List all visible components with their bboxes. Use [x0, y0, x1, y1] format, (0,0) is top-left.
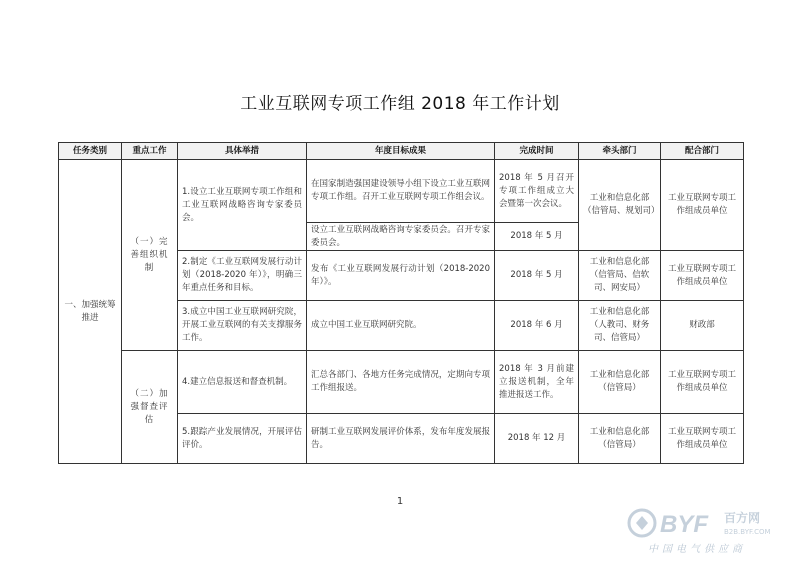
watermark-tagline: 中国电气供应商 — [648, 544, 746, 555]
header-lead-dept: 牵头部门 — [579, 143, 661, 160]
measure-cell: 3.成立中国工业互联网研究院，开展工业互联网的有关支撑服务工作。 — [178, 301, 307, 351]
support-dept-cell: 工业互联网专项工作组成员单位 — [661, 251, 744, 301]
table-row — [59, 160, 744, 223]
header-support-dept: 配合部门 — [661, 143, 744, 160]
watermark-brand: BYF — [660, 511, 708, 538]
support-dept-cell: 工业互联网专项工作组成员单位 — [661, 351, 744, 414]
time-cell: 2018 年 6 月 — [495, 301, 579, 351]
time-cell: 2018 年 5 月召开专项工作组成立大会暨第一次会议。 — [495, 160, 579, 223]
task-category-cell: 一、加强统筹推进 — [59, 160, 122, 464]
document-title: 工业互联网专项工作组 2018 年工作计划 — [240, 94, 560, 114]
lead-dept-cell: 工业和信息化部（信管局、规划司） — [579, 160, 661, 251]
support-dept-cell: 工业互联网专项工作组成员单位 — [661, 414, 744, 464]
page-number: 1 — [396, 496, 404, 507]
lead-dept-cell: 工业和信息化部（信管局） — [579, 414, 661, 464]
goal-cell: 在国家制造强国建设领导小组下设立工业互联网专项工作组。召开工业互联网专项工作组会议。 — [307, 160, 495, 223]
support-dept-cell: 工业互联网专项工作组成员单位 — [661, 160, 744, 251]
time-cell: 2018 年 5 月 — [495, 223, 579, 251]
watermark-brand-cn: 百方网 — [724, 511, 761, 525]
header-completion-time: 完成时间 — [495, 143, 579, 160]
lead-dept-cell: 工业和信息化部（信管局） — [579, 351, 661, 414]
goal-cell: 成立中国工业互联网研究院。 — [307, 301, 495, 351]
goal-cell: 发布《工业互联网发展行动计划（2018-2020 年）》。 — [307, 251, 495, 301]
header-measures: 具体举措 — [178, 143, 307, 160]
goal-cell: 汇总各部门、各地方任务完成情况，定期向专项工作组报送。 — [307, 351, 495, 414]
key-work-cell: （二）加强督查评估 — [122, 351, 178, 464]
lead-dept-cell: 工业和信息化部（人教司、财务司、信管局） — [579, 301, 661, 351]
work-plan-table — [58, 142, 744, 464]
measure-cell: 1.设立工业互联网专项工作组和工业互联网战略咨询专家委员会。 — [178, 160, 307, 251]
time-cell: 2018 年 3 月前建立报送机制，全年推进报送工作。 — [495, 351, 579, 414]
table-header-row — [59, 143, 744, 160]
header-annual-goal: 年度目标成果 — [307, 143, 495, 160]
key-work-cell: （一）完善组织机制 — [122, 160, 178, 351]
support-dept-cell: 财政部 — [661, 301, 744, 351]
time-cell: 2018 年 5 月 — [495, 251, 579, 301]
table-row — [59, 351, 744, 414]
measure-cell: 2.制定《工业互联网发展行动计划（2018-2020 年）》，明确三年重点任务和目标。 — [178, 251, 307, 301]
goal-cell: 研制工业互联网发展评价体系，发布年度发展报告。 — [307, 414, 495, 464]
watermark-domain: B2B.BYF.COM — [724, 528, 771, 536]
header-category: 任务类别 — [59, 143, 122, 160]
measure-cell: 4.建立信息报送和督查机制。 — [178, 351, 307, 414]
lead-dept-cell: 工业和信息化部（信管局、信软司、网安局） — [579, 251, 661, 301]
measure-cell: 5.跟踪产业发展情况，开展评估评价。 — [178, 414, 307, 464]
byf-watermark-logo — [626, 506, 786, 540]
time-cell: 2018 年 12 月 — [495, 414, 579, 464]
goal-cell: 设立工业互联网战略咨询专家委员会。召开专家委员会。 — [307, 223, 495, 251]
header-key-work: 重点工作 — [122, 143, 178, 160]
